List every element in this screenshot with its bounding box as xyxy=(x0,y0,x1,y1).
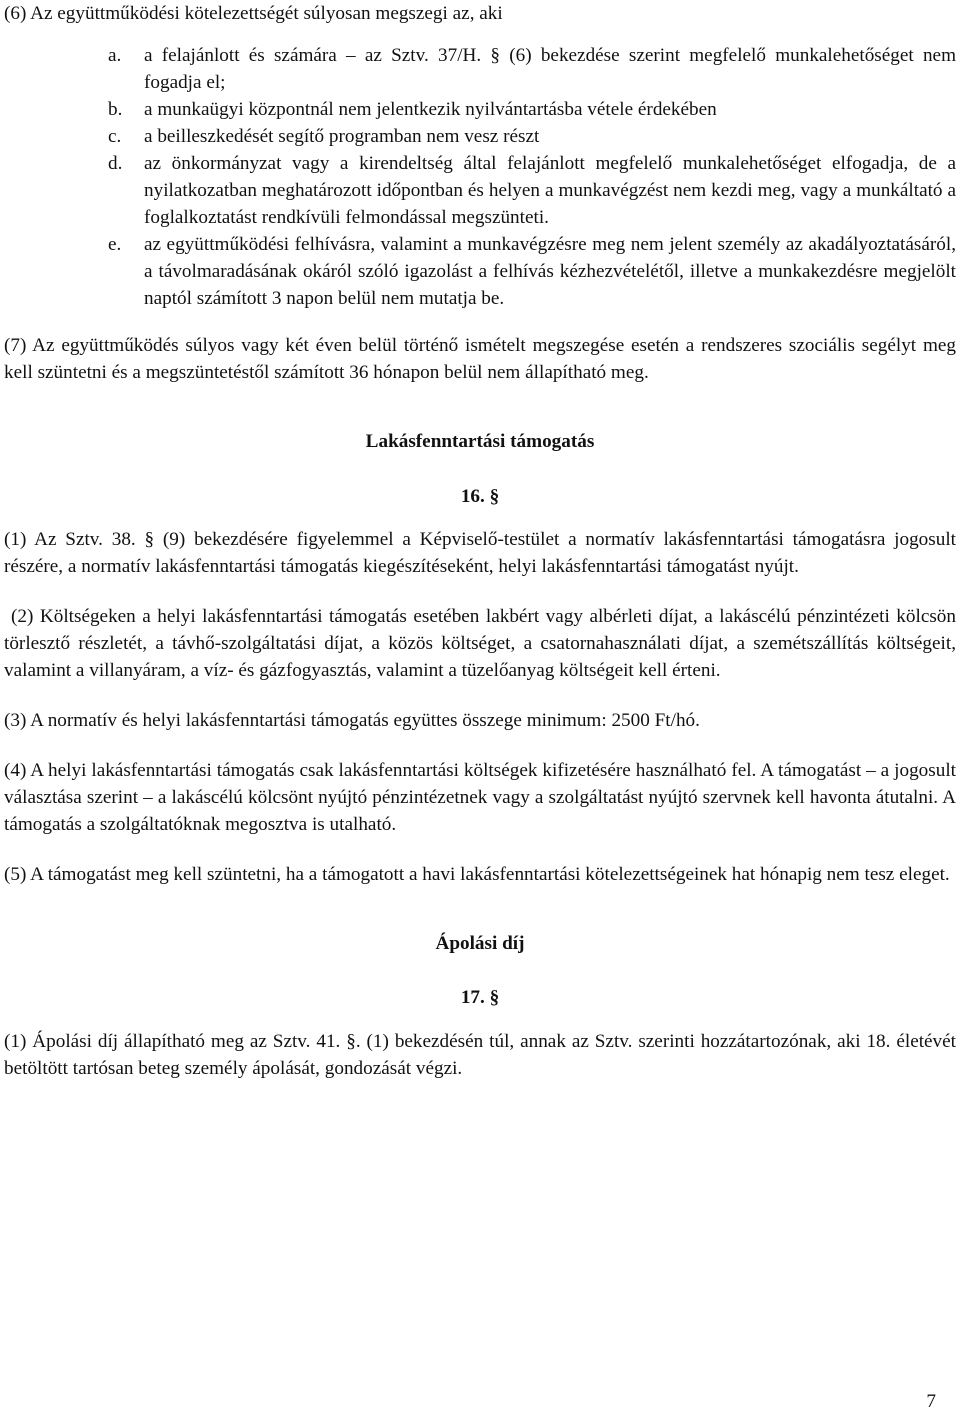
paragraph-7: (7) Az együttműködés súlyos vagy két éven belül történő ismételt megszegése esetén a rendszeres szociális segélyt meg kell szüntetni és a megszüntetéstől számított 36 hónapon belül nem állapítható meg. xyxy=(4,335,956,383)
list-item xyxy=(4,231,956,312)
section-17-number: 17. § xyxy=(460,987,500,1008)
section-16-paragraph-3: (3) A normatív és helyi lakásfenntartási támogatás együttes összege minimum: 2500 Ft/hó. xyxy=(4,710,700,731)
list-item-text: a munkaügyi központnál nem jelentkezik nyilvántartásba vétele érdekében xyxy=(144,99,717,120)
section-16-paragraph-4: (4) A helyi lakásfenntartási támogatás csak lakásfenntartási költségek kifizetésére használható fel. A támogatást – a jogosult választása szerint – a lakáscélú kölcsönt nyújtó pénzintézetnek vagy a szolgáltatást nyújtó szervnek kell havonta átutalni. A támogatás a szolgáltatóknak megosztva is utalható. xyxy=(4,760,956,835)
page-number: 7 xyxy=(926,1391,936,1412)
list-item-text: az önkormányzat vagy a kirendeltség által felajánlott megfelelő munkalehetőséget elfogadja, de a nyilatkozatban meghatározott időpontban és helyen a munkavégzést nem kezdi meg, vagy a munkáltató a foglalkoztatást rendkívüli felmondással megszünteti. xyxy=(144,153,956,228)
list-item xyxy=(4,42,956,96)
section-16-paragraph-1: (1) Az Sztv. 38. § (9) bekezdésére figyelemmel a Képviselő-testület a normatív lakásfenntartási támogatásra jogosult részére, a normatív lakásfenntartási támogatás kiegészítéseként, helyi lakásfenntartási támogatást nyújt. xyxy=(4,529,956,577)
list-marker: c. xyxy=(108,126,122,147)
document-page xyxy=(4,0,956,1082)
heading-lakasfenntartasi-tamogatas: Lakásfenntartási támogatás xyxy=(365,431,595,452)
list-item xyxy=(4,150,956,231)
section-16-paragraph-5: (5) A támogatást meg kell szüntetni, ha a támogatott a havi lakásfenntartási kötelezettségeinek hat hónapig nem tesz eleget. xyxy=(4,864,950,885)
list-marker: a. xyxy=(108,45,122,66)
list-item-text: az együttműködési felhívásra, valamint a munkavégzésre meg nem jelent személy az akadályoztatásáról, a távolmaradásának okáról szóló igazolást a felhívás kézhezvételétől, illetve a munkakezdésre megjelölt naptól számított 3 napon belül nem mutatja be. xyxy=(144,234,956,309)
paragraph-6-intro: (6) Az együttműködési kötelezettségét súlyosan megszegi az, aki xyxy=(4,3,503,24)
list-item xyxy=(4,96,956,123)
section-16-paragraph-2: (2) Költségeken a helyi lakásfenntartási támogatás esetében lakbért vagy albérleti díjat, a lakáscélú pénzintézeti kölcsön törlesztő részletét, a távhő-szolgáltatási díjat, a közös költséget, a csatornahasználati díjat, a szemétszállítás költségeit, valamint a villanyáram, a víz- és gázfogyasztás, valamint a tüzelőanyag költségeit kell érteni. xyxy=(4,606,956,681)
obligation-list xyxy=(4,42,956,312)
list-item-text: a felajánlott és számára – az Sztv. 37/H. § (6) bekezdése szerint megfelelő munkalehetőséget nem fogadja el; xyxy=(144,45,956,93)
section-17-paragraph-1: (1) Ápolási díj állapítható meg az Sztv. 41. §. (1) bekezdésén túl, annak az Sztv. szerinti hozzátartozónak, aki 18. életévét betöltött tartósan beteg személy ápolását, gondozását végzi. xyxy=(4,1031,956,1079)
list-marker: d. xyxy=(108,153,123,174)
list-item-text: a beilleszkedését segítő programban nem vesz részt xyxy=(144,126,540,147)
list-marker: b. xyxy=(108,99,123,120)
list-marker: e. xyxy=(108,234,122,255)
section-16-number: 16. § xyxy=(460,486,500,507)
heading-apolasi-dij: Ápolási díj xyxy=(435,933,525,954)
list-item xyxy=(4,123,956,150)
